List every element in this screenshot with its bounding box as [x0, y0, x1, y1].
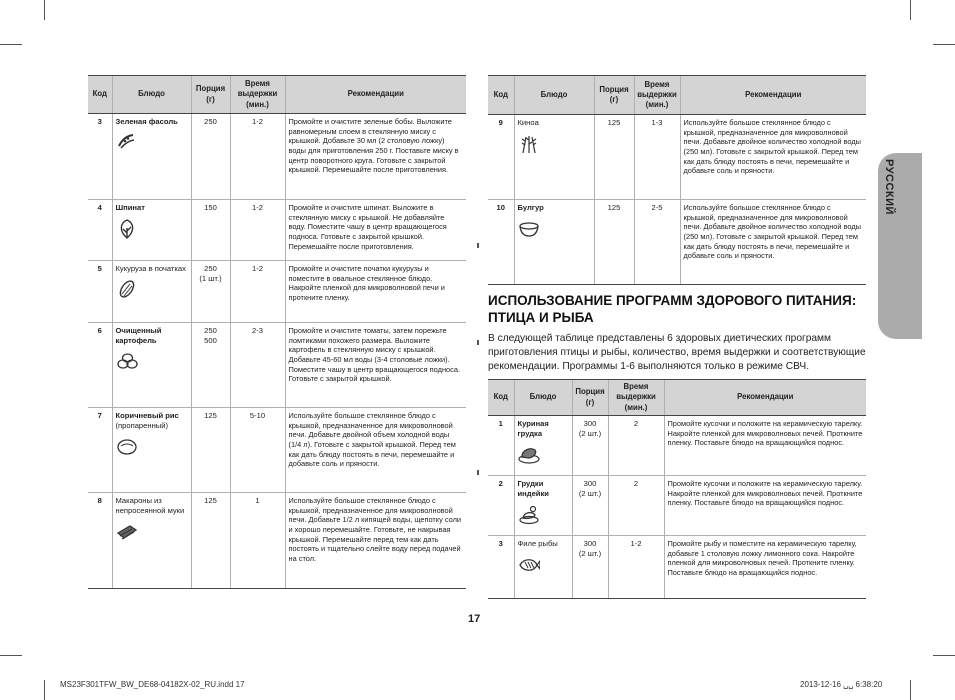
row-time: 1-2: [608, 536, 664, 599]
row-dish-cell: [112, 114, 191, 200]
row-code: 7: [88, 408, 112, 493]
header-recommendations: Рекомендации: [664, 380, 866, 416]
row-dish: Булгур: [517, 203, 544, 212]
row-recommendation: Используйте большое стеклянное блюдо с крышкой, предназначенное для микроволновой печи. Добавьте двойное количество холодной воды (250 мл). Готовьте с закрытой крышкой. Перед тем как дать блюду постоять в печи, перемешайте и добавьте соль и пряности.: [680, 115, 866, 200]
row-dish: Куриная грудка: [517, 419, 549, 438]
header-portion: Порция (г): [572, 380, 608, 416]
row-code: 9: [488, 115, 514, 200]
row-portion: 300 (2 шт.): [572, 536, 608, 599]
row-dish: Коричневый рис: [115, 411, 179, 420]
row-recommendation: Промойте и очистите зеленые бобы. Выложите равномерным слоем в стеклянную миску с крышкой. Добавьте 30 мл (2 столовую ложку) воды для приготовления 250 г. Поставьте миску в центр поворотного круга. Готовьте с закрытой крышкой. Перемешайте после приготовления.: [285, 114, 466, 200]
row-portion: 125: [594, 115, 634, 200]
row-dish-cell: [514, 115, 594, 200]
row-dish-cell: [112, 493, 191, 589]
row-recommendation: Промойте и очистите початки кукурузы и поместите в овальное стеклянное блюдо. Накройте пленкой для микроволновой печи и проткните пленку.: [285, 261, 466, 323]
row-code: 4: [88, 200, 112, 261]
row-recommendation: Промойте и очистите шпинат. Выложите в стеклянную миску с крышкой. Не добавляйте воду. Поместите чашу в центр вращающегося подноса. Готовьте с закрытой крышкой. Перемешайте после приготовления.: [285, 200, 466, 261]
section-intro: В следующей таблице представлены 6 здоровых диетических программ приготовления птицы и рыбы, количество, время выдержки и соответствующие рекомендации. Программы 1-6 выполняются только в режиме СВЧ.: [488, 333, 866, 372]
table-row: [88, 114, 466, 200]
row-dish: Шпинат: [115, 203, 145, 212]
row-dish-cell: [514, 416, 572, 476]
row-recommendation: Промойте кусочки и положите на керамическую тарелку. Накройте пленкой для микроволновых печей. Проткните пленку. Поставьте блюдо на вращающийся поднос.: [664, 416, 866, 476]
header-recommendations: Рекомендации: [680, 76, 866, 115]
row-time: 2: [608, 476, 664, 536]
rice-bowl-icon: [116, 436, 138, 458]
crop-mark: [933, 655, 955, 656]
section-title: ИСПОЛЬЗОВАНИЕ ПРОГРАММ ЗДОРОВОГО ПИТАНИЯ: ПТИЦА И РЫБА: [488, 293, 857, 325]
turkey-breast-icon: [518, 504, 540, 526]
table-row: [88, 261, 466, 323]
language-tab: [878, 153, 922, 339]
grain-icon: [518, 133, 540, 155]
spinach-icon: [116, 218, 138, 240]
header-dish: Блюдо: [514, 380, 572, 416]
row-recommendation: Используйте большое стеклянное блюдо с крышкой, предназначенное для микроволновой печи. Добавьте двойное количество холодной воды (250 мл). Готовьте с закрытой крышкой. Перед тем как дать блюду постоять в печи, перемешайте и добавьте соль и пряности.: [680, 200, 866, 285]
row-portion: 125: [191, 493, 230, 589]
row-time: 1-3: [634, 115, 680, 200]
row-dish-cell: [112, 408, 191, 493]
row-time: 5-10: [230, 408, 285, 493]
chicken-breast-icon: [518, 444, 540, 466]
row-dish: Грудки индейки: [517, 479, 549, 498]
table-row: [88, 200, 466, 261]
row-time: 1-2: [230, 200, 285, 261]
row-dish-cell: [112, 261, 191, 323]
row-portion: 250: [191, 114, 230, 200]
header-dish: Блюдо: [112, 76, 191, 114]
header-portion: Порция (г): [191, 76, 230, 114]
corn-icon: [116, 279, 138, 301]
poultry-fish-table: [488, 379, 866, 599]
row-recommendation: Используйте большое стеклянное блюдо с крышкой, предназначенное для микроволновой печи. Добавьте двойной объем холодной воды (1/4 л). Готовьте с закрытой крышкой. Перед тем как дать блюду постоять в печи, перемешайте и добавьте соль и пряности.: [285, 408, 466, 493]
page-number: 17: [468, 613, 481, 625]
fish-fillet-icon: [518, 554, 540, 576]
row-dish-cell: [514, 476, 572, 536]
row-dish: Очищенный картофель: [115, 326, 162, 345]
row-dish-cell: [514, 200, 594, 285]
row-dish: Кукуруза в початках: [115, 264, 186, 273]
language-tab-label: РУССКИЙ: [883, 159, 895, 215]
row-dish: Макароны из непросеянной муки: [115, 496, 185, 515]
row-dish-cell: [112, 200, 191, 261]
table-row: [488, 416, 866, 476]
row-time: 2-3: [230, 323, 285, 408]
crop-mark: [0, 655, 22, 656]
vegetables-grains-table: [88, 75, 466, 589]
grains-table: [488, 75, 866, 285]
header-code: Код: [488, 380, 514, 416]
row-portion: 300 (2 шт.): [572, 476, 608, 536]
header-code: Код: [488, 76, 514, 115]
row-dish-cell: [514, 536, 572, 599]
crop-mark: [910, 0, 911, 20]
header-code: Код: [88, 76, 112, 114]
row-portion: 250 (1 шт.): [191, 261, 230, 323]
row-time: 2-5: [634, 200, 680, 285]
row-recommendation: Промойте рыбу и поместите на керамическую тарелку, добавьте 1 столовую ложку лимонного сока. Накройте пленкой для микроволновых печей. Проткните пленку. Поставьте блюдо на вращающийся поднос.: [664, 536, 866, 599]
crop-mark: [44, 680, 45, 700]
center-mark: [477, 470, 479, 475]
row-time: 1-2: [230, 261, 285, 323]
row-portion: 125: [191, 408, 230, 493]
table-row: [88, 493, 466, 589]
bowl-icon: [518, 218, 540, 240]
row-code: 8: [88, 493, 112, 589]
row-recommendation: Промойте кусочки и положите на керамическую тарелку. Накройте пленкой для микроволновых печей. Проткните пленку. Поставьте блюдо на вращающийся поднос.: [664, 476, 866, 536]
center-mark: [477, 340, 479, 345]
table-row: [488, 115, 866, 200]
row-time: 1: [230, 493, 285, 589]
row-dish: Филе рыбы: [517, 539, 558, 548]
footer-timestamp: 2013-12-16 ␣␣ 6:38:20: [800, 680, 883, 689]
row-code: 6: [88, 323, 112, 408]
row-code: 2: [488, 476, 514, 536]
row-dish-cell: [112, 323, 191, 408]
crop-mark: [44, 0, 45, 20]
row-code: 3: [488, 536, 514, 599]
row-portion: 125: [594, 200, 634, 285]
row-recommendation: Промойте и очистите томаты, затем порежьте ломтиками похожего размера. Выложите картофель в стеклянную миску с крышкой. Добавьте 45-60 мл воды (3-4 столовые ложки). Поместите чашу в центр вращающегося подноса. Готовьте с закрытой крышкой.: [285, 323, 466, 408]
header-time: Время выдержки (мин.): [634, 76, 680, 115]
table-row: [488, 536, 866, 599]
row-code: 5: [88, 261, 112, 323]
row-recommendation: Используйте большое стеклянное блюдо с крышкой, предназначенное для микроволновой печи. Добавьте 1/2 л кипящей воды, щепотку соли и хорошо перемешайте. Готовьте, не накрывая крышкой. Перемешайте перед тем как дать постоять и тщательно слейте воду перед подачей на стол.: [285, 493, 466, 589]
header-portion: Порция (г): [594, 76, 634, 115]
row-dish: Киноа: [517, 118, 539, 127]
header-time: Время выдержки (мин.): [230, 76, 285, 114]
crop-mark: [910, 680, 911, 700]
row-portion: 300 (2 шт.): [572, 416, 608, 476]
pasta-icon: [116, 521, 138, 543]
potato-icon: [116, 351, 138, 373]
footer-file-info: MS23F301TFW_BW_DE68-04182X-02_RU.indd 17: [60, 680, 245, 689]
crop-mark: [933, 44, 955, 45]
table-row: [488, 476, 866, 536]
row-time: 2: [608, 416, 664, 476]
green-beans-icon: [116, 132, 138, 154]
center-mark: [477, 243, 479, 248]
row-portion: 150: [191, 200, 230, 261]
table-row: [88, 323, 466, 408]
header-recommendations: Рекомендации: [285, 76, 466, 114]
row-portion: 250 500: [191, 323, 230, 408]
crop-mark: [0, 44, 22, 45]
table-row: [88, 408, 466, 493]
row-code: 10: [488, 200, 514, 285]
table-row: [488, 200, 866, 285]
row-code: 1: [488, 416, 514, 476]
row-time: 1-2: [230, 114, 285, 200]
header-dish: Блюдо: [514, 76, 594, 115]
row-dish-note: (пропаренный): [115, 420, 168, 430]
row-dish: Зеленая фасоль: [115, 117, 178, 126]
row-code: 3: [88, 114, 112, 200]
header-time: Время выдержки (мин.): [608, 380, 664, 416]
